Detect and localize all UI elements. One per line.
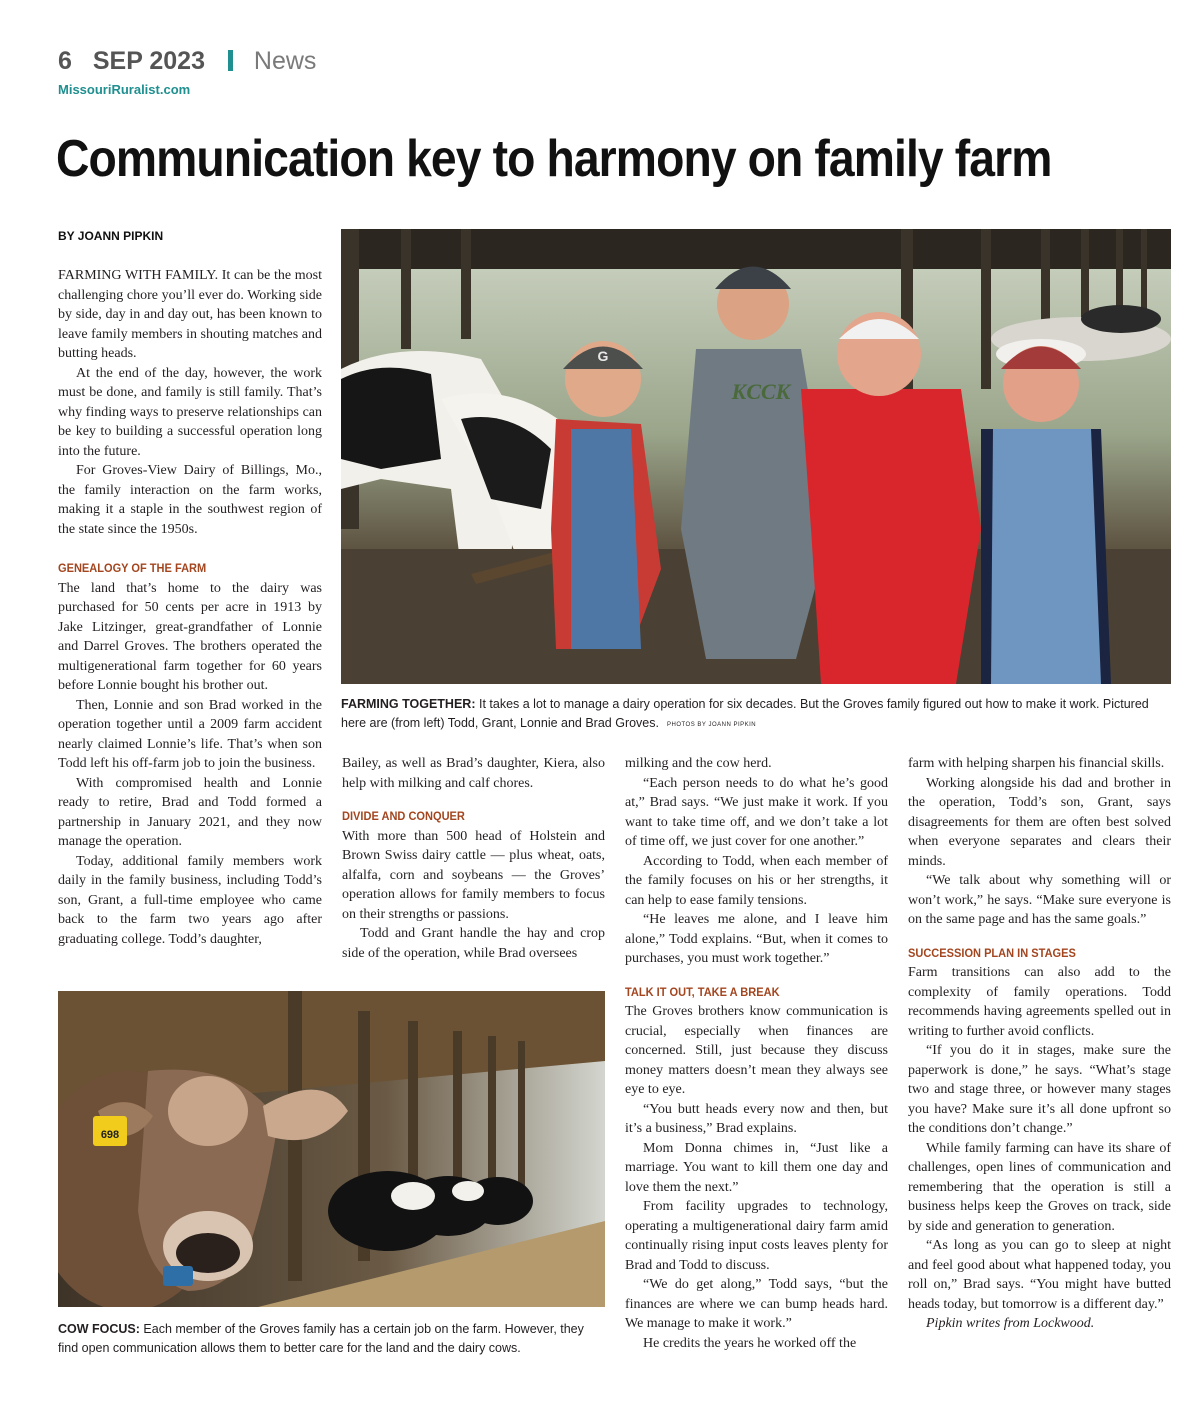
paragraph: milking and the cow herd. <box>625 756 772 771</box>
caption-label: FARMING TOGETHER: <box>341 697 476 711</box>
cow-photo <box>58 991 605 1307</box>
ear-tag-text: 698 <box>100 1129 120 1141</box>
photo-caption-bottom <box>58 1320 605 1358</box>
paragraph: “We talk about why something will or won’t work,” he says. “Make sure everyone is on the same page and has the same goals.” <box>908 873 1171 927</box>
paragraph: While family farming can have its share of challenges, open lines of communication and remembering that the operation is still a business helps keep the Groves on track, side by side and generation to generation. <box>908 1140 1171 1234</box>
subhead-succession: SUCCESSION PLAN IN STAGES <box>908 945 1076 960</box>
column-3 <box>625 754 888 1353</box>
paragraph: “We do get along,” Todd says, “but the finances are where we can bump heads hard. We manage to make it work.” <box>625 1277 888 1331</box>
paragraph: Bailey, as well as Brad’s daughter, Kiera, also help with milking and calf chores. <box>342 756 605 791</box>
paragraph: Todd and Grant handle the hay and crop side of the operation, while Brad oversees <box>342 926 605 961</box>
subhead-genealogy: GENEALOGY OF THE FARM <box>58 561 207 575</box>
paragraph: According to Todd, when each member of the family focuses on his or her strengths, it can help to ease family tensions. <box>625 853 888 908</box>
author-note: Pipkin writes from Lockwood. <box>926 1316 1095 1331</box>
section-name: News <box>253 47 317 75</box>
folio-divider <box>228 50 233 71</box>
paragraph: Working alongside his dad and brother in the operation, Todd’s son, Grant, says disagreements for them are often best solved when everyone separates and clears their minds. <box>908 775 1171 869</box>
paragraph: With more than 500 head of Holstein and Brown Swiss dairy cattle — plus wheat, oats, alfalfa, corn and soybeans — the Groves’ operation allows for family members to focus on their strengths or passions. <box>342 828 605 922</box>
site-url[interactable]: MissouriRuralist.com <box>58 82 191 97</box>
paragraph: farm with helping sharpen his financial skills. <box>908 756 1165 771</box>
paragraph: At the end of the day, however, the work must be done, and family is still family. That’s why finding ways to preserve relationships can be key to building a successful operation long into the future. <box>58 365 322 459</box>
paragraph: From facility upgrades to technology, operating a multigenerational dairy farm amid continually rising input costs leaves plenty for Brad and Todd to discuss. <box>625 1199 888 1273</box>
page-number: 6 <box>58 47 72 75</box>
shirt-text: KCCK <box>731 379 791 404</box>
byline: BY JOANN PIPKIN <box>58 229 164 243</box>
paragraph: With compromised health and Lonnie ready to retire, Brad and Todd formed a partnership in January 2021, and they now manage the operation. <box>58 775 322 849</box>
caption-text: It takes a lot to manage a dairy operation for six decades. But the Groves family figured out how to make it work. Pictured here are (from left) Todd, Grant, Lonnie and Brad Groves. <box>341 697 1149 730</box>
article-headline: Communication key to harmony on family farm <box>56 130 1052 188</box>
caption-label: COW FOCUS: <box>58 1322 140 1336</box>
page-folio <box>58 44 316 78</box>
family-photo <box>341 229 1171 684</box>
paragraph: Then, Lonnie and son Brad worked in the operation together until a 2009 farm accident nearly claimed Lonnie’s life. That’s when son Todd left his off-farm job to join the business. <box>58 697 322 771</box>
paragraph: “He leaves me alone, and I leave him alone,” Todd explains. “But, when it comes to purchases, you must work together.” <box>625 912 888 966</box>
paragraph: He credits the years he worked off the <box>643 1335 857 1351</box>
paragraph: For Groves-View Dairy of Billings, Mo., the family interaction on the farm works, making it a staple in the southwest region of the state since the 1950s. <box>58 463 322 537</box>
paragraph: The land that’s home to the dairy was purchased for 50 cents per acre in 1913 by Jake Litzinger, great-grandfather of Lonnie and Darrel Groves. The brothers operated the multigenerational farm together for 60 years before Lonnie bought his brother out. <box>58 580 322 693</box>
paragraph: Today, additional family members work daily in the family business, including Todd’s son, Grant, a full-time employee who came back to the farm two years ago after graduating college. Todd’s daughter, <box>58 853 322 947</box>
subhead-divide: DIVIDE AND CONQUER <box>342 809 465 823</box>
paragraph: “You butt heads every now and then, but it’s a business,” Brad explains. <box>625 1101 888 1136</box>
photo-caption-top <box>341 695 1171 735</box>
paragraph: The Groves brothers know communication is crucial, especially when finances are concerned. Still, just because they discuss money matters doesn’t mean they always see eye to eye. <box>625 1004 888 1097</box>
paragraph: Mom Donna chimes in, “Just like a marriage. You want to kill them one day and love them the next.” <box>625 1140 888 1195</box>
paragraph: “Each person needs to do what he’s good at,” Brad says. “We just make it work. If you want to take time off, and we don’t take a lot of time off, we just cover for one another.” <box>625 775 888 849</box>
issue-date: SEP 2023 <box>92 47 205 75</box>
paragraph: FARMING WITH FAMILY. It can be the most challenging chore you’ll ever do. Working side by side, day in and day out, has been known to leave family members in shouting matches and butting heads. <box>58 268 322 361</box>
photo-credit: PHOTOS BY JOANN PIPKIN <box>667 722 757 728</box>
caption-text: Each member of the Groves family has a certain job on the farm. However, they find open communication allows them to better care for the land and the dairy cows. <box>58 1322 584 1355</box>
paragraph: “As long as you can go to sleep at night and feel good about what happened today, you roll on,” Brad says. “You might have butted heads today, but tomorrow is a different day.” <box>908 1238 1171 1312</box>
cap-logo-text: G <box>597 348 609 364</box>
column-1 <box>58 266 322 949</box>
paragraph: “If you do it in stages, make sure the paperwork is done,” he says. “What’s stage two and stage three, or however many stages you have? Make sure it’s all done upfront so the conditions don’t change.” <box>908 1043 1171 1136</box>
column-4 <box>908 754 1171 1334</box>
subhead-talk: TALK IT OUT, TAKE A BREAK <box>625 984 780 999</box>
paragraph: Farm transitions can also add to the complexity of family operations. Todd recommends having agreements spelled out in writing to further avoid conflicts. <box>908 965 1171 1039</box>
column-2 <box>342 754 605 963</box>
